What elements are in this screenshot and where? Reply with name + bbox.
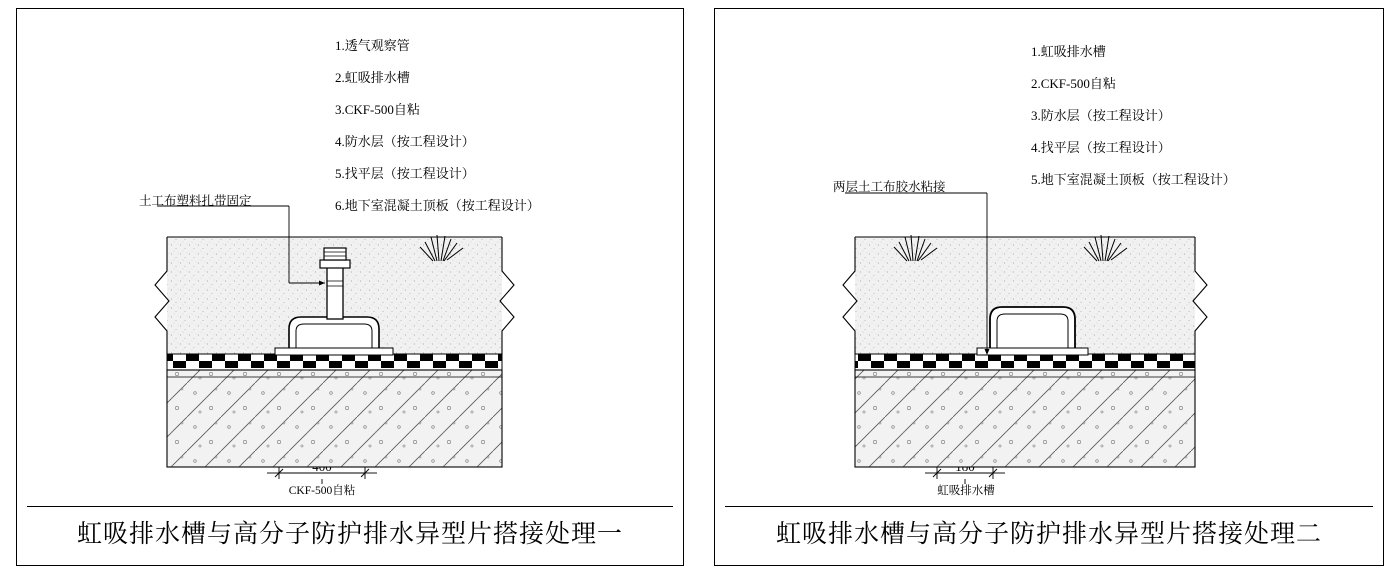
dimension-line-400 (267, 467, 377, 479)
legend-item: 5.地下室混凝土顶板（按工程设计） (1031, 172, 1236, 187)
legend-item: 6.地下室混凝土顶板（按工程设计） (335, 198, 540, 213)
section-drawing-two (715, 9, 1385, 567)
leader-label-geotextile-glue: 两层土工布胶水粘接 (833, 180, 946, 194)
legend-item: 2.虹吸排水槽 (335, 70, 410, 85)
legend-item: 3.防水层（按工程设计） (1031, 108, 1171, 123)
bottom-note-ckf500: CKF-500自粘 (288, 485, 356, 497)
panel-caption-one: 虹吸排水槽与高分子防护排水异型片搭接处理一 (76, 521, 623, 548)
section-drawing-one (17, 9, 685, 567)
legend-item: 3.CKF-500自粘 (335, 102, 420, 117)
legend-item: 5.找平层（按工程设计） (335, 166, 475, 181)
caption-divider-one (27, 506, 673, 507)
detail-panel-one (16, 8, 684, 566)
legend-item: 1.透气观察管 (335, 38, 410, 53)
bottom-note-siphon-channel: 虹吸排水槽 (937, 485, 995, 497)
leader-label-geotextile-tie: 土工布塑料扎带固定 (139, 194, 252, 208)
legend-item: 1.虹吸排水槽 (1031, 44, 1106, 59)
legend-item: 2.CKF-500自粘 (1031, 76, 1116, 91)
legend-item: 4.防水层（按工程设计） (335, 134, 475, 149)
panel-caption-two: 虹吸排水槽与高分子防护排水异型片搭接处理二 (775, 521, 1322, 548)
detail-panel-two (714, 8, 1384, 566)
legend-item: 4.找平层（按工程设计） (1031, 140, 1171, 155)
caption-divider-two (725, 506, 1373, 507)
